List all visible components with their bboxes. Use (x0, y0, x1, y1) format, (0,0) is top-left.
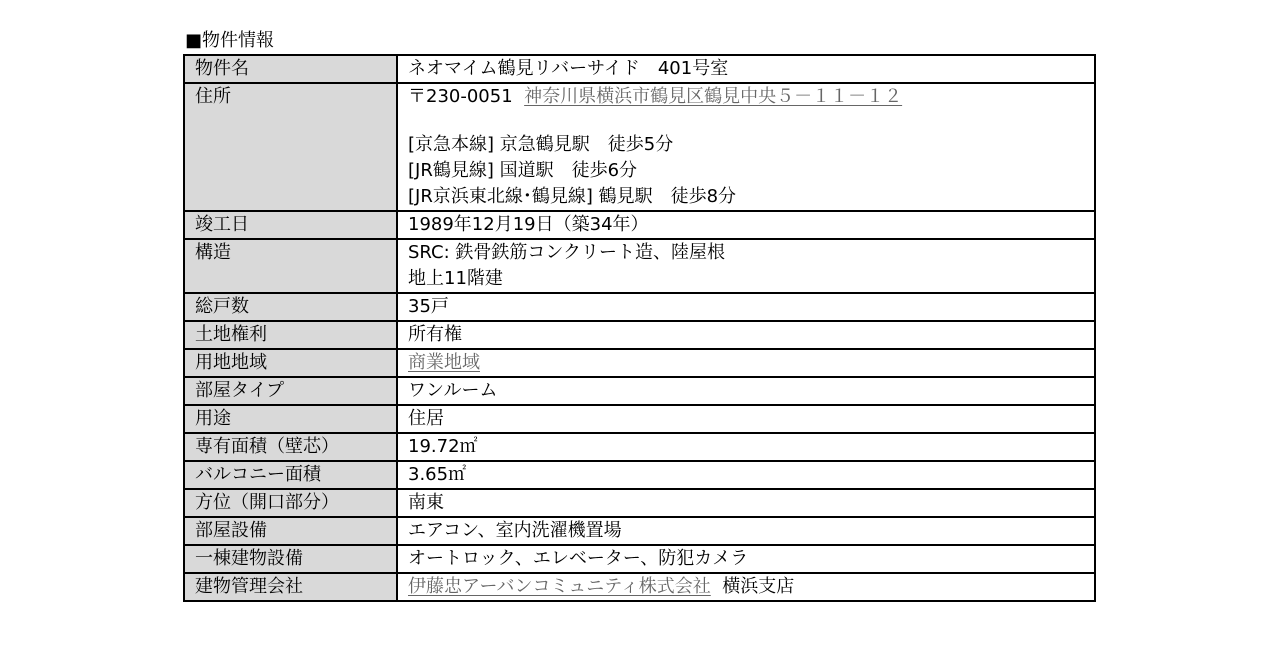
section-title: ■物件情報 (185, 30, 275, 51)
structure-floors: 地上11階建 (408, 268, 503, 289)
orientation: 南東 (397, 489, 1095, 517)
access-jr-keihin-tohoku: [JR京浜東北線･鶴見線] 鶴見駅 徒歩8分 (408, 186, 737, 207)
completion-date: 1989年12月19日（築34年） (397, 211, 1095, 239)
property-name: ネオマイム鶴見リバーサイド 401号室 (397, 55, 1095, 83)
row-label-room-type: 部屋タイプ (184, 377, 397, 405)
usage: 住居 (397, 405, 1095, 433)
row-label-balcony-area: バルコニー面積 (184, 461, 397, 489)
table-row-room-type (184, 377, 1095, 405)
table-row-room-facilities (184, 517, 1095, 545)
address-spacer (408, 110, 1084, 132)
table-row-floor-area (184, 433, 1095, 461)
row-label-floor-area: 専有面積（壁芯） (184, 433, 397, 461)
row-label-land-rights: 土地権利 (184, 321, 397, 349)
table-row-balcony-area (184, 461, 1095, 489)
table-row-usage (184, 405, 1095, 433)
address-line (408, 84, 1084, 110)
table-row-name (184, 55, 1095, 83)
property-info-table (183, 54, 1096, 602)
management-cell (397, 573, 1095, 601)
floor-area: 19.72㎡ (397, 433, 1095, 461)
table-row-total-units (184, 293, 1095, 321)
table-row-management (184, 573, 1095, 601)
table-row-orientation (184, 489, 1095, 517)
total-units: 35戸 (397, 293, 1095, 321)
management-company-link[interactable]: 伊藤忠アーバンコミュニティ株式会社 (408, 576, 711, 597)
row-label-orientation: 方位（開口部分） (184, 489, 397, 517)
row-label-room-facilities: 部屋設備 (184, 517, 397, 545)
row-label-zoning: 用地地域 (184, 349, 397, 377)
row-label-building-facilities: 一棟建物設備 (184, 545, 397, 573)
access-keikyu: [京急本線] 京急鶴見駅 徒歩5分 (408, 134, 674, 155)
row-label-management: 建物管理会社 (184, 573, 397, 601)
table-row-completed (184, 211, 1095, 239)
table-row-land-rights (184, 321, 1095, 349)
row-label-usage: 用途 (184, 405, 397, 433)
address-cell (397, 83, 1095, 211)
balcony-area: 3.65㎡ (397, 461, 1095, 489)
table-row-zoning (184, 349, 1095, 377)
postal-code: 〒230-0051 (408, 86, 513, 107)
table-row-structure (184, 239, 1095, 293)
structure-type: SRC: 鉄骨鉄筋コンクリート造、陸屋根 (408, 242, 726, 263)
row-label-name: 物件名 (184, 55, 397, 83)
table-row-address (184, 83, 1095, 211)
management-branch: 横浜支店 (722, 576, 795, 597)
structure-cell (397, 239, 1095, 293)
row-label-structure: 構造 (184, 239, 397, 293)
zoning-cell (397, 349, 1095, 377)
row-label-total-units: 総戸数 (184, 293, 397, 321)
row-label-completed: 竣工日 (184, 211, 397, 239)
address-link[interactable]: 神奈川県横浜市鶴見区鶴見中央５－１１－１２ (524, 86, 903, 107)
room-facilities: エアコン、室内洗濯機置場 (397, 517, 1095, 545)
land-rights: 所有権 (397, 321, 1095, 349)
zoning-link[interactable]: 商業地域 (408, 352, 480, 373)
table-row-building-facilities (184, 545, 1095, 573)
row-label-address: 住所 (184, 83, 397, 211)
access-jr-tsurumi-line: [JR鶴見線] 国道駅 徒歩6分 (408, 160, 638, 181)
building-facilities: オートロック、エレベーター、防犯カメラ (397, 545, 1095, 573)
room-type: ワンルーム (397, 377, 1095, 405)
